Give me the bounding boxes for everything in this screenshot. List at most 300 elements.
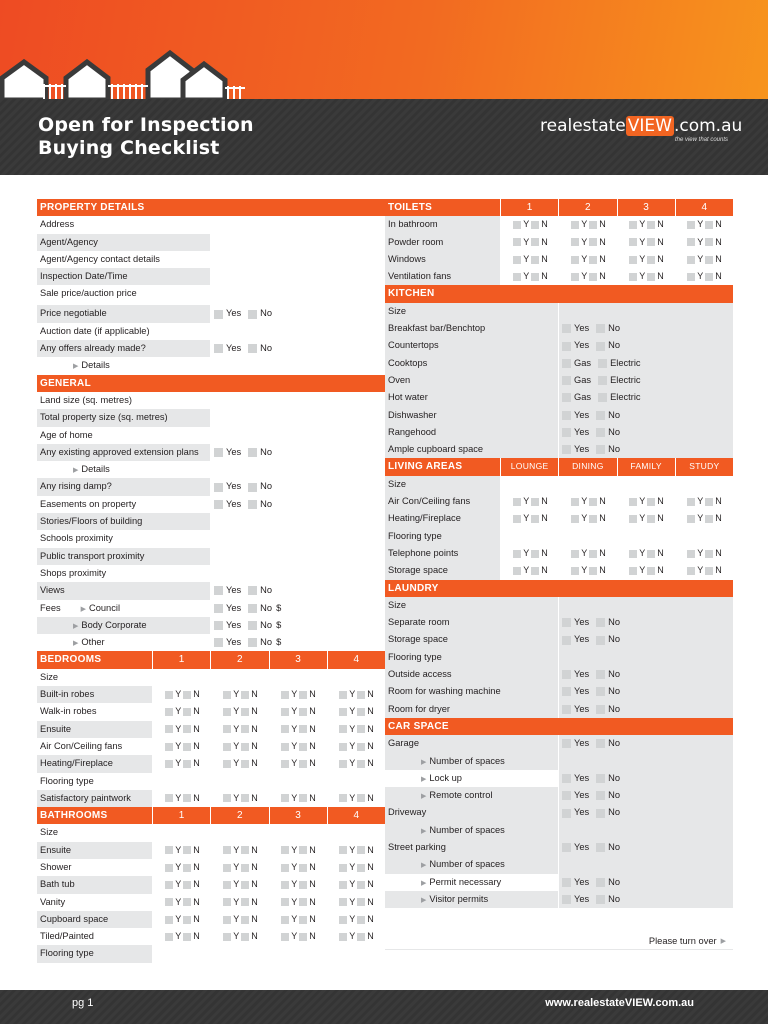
yes-checkbox[interactable] — [562, 774, 571, 783]
yn-group — [328, 703, 385, 720]
yn-cell — [501, 234, 559, 251]
text-entry-field[interactable] — [210, 323, 385, 340]
y-checkbox[interactable] — [223, 916, 231, 924]
y-checkbox[interactable] — [571, 238, 579, 246]
yes-checkbox[interactable] — [562, 878, 571, 887]
y-checkbox[interactable] — [687, 567, 695, 575]
y-checkbox[interactable] — [223, 864, 231, 872]
text-entry-field[interactable] — [558, 856, 733, 873]
text-entry-field[interactable] — [210, 357, 385, 374]
no-checkbox[interactable] — [596, 895, 605, 904]
y-checkbox[interactable] — [165, 743, 173, 751]
checklist-row — [37, 773, 385, 790]
n-checkbox[interactable] — [183, 933, 191, 941]
y-checkbox[interactable] — [571, 256, 579, 264]
yes-checkbox[interactable] — [214, 638, 223, 647]
row-label — [37, 548, 210, 565]
n-checkbox[interactable] — [357, 725, 365, 733]
text-entry-field[interactable] — [210, 409, 385, 426]
row-label-text: Walk-in robes — [40, 706, 97, 717]
entry-cell[interactable] — [675, 528, 733, 545]
text-entry-field[interactable] — [210, 530, 385, 547]
y-checkbox[interactable] — [339, 846, 347, 854]
n-checkbox[interactable] — [705, 238, 713, 246]
column-header-2: 2 — [558, 199, 616, 216]
entry-cell[interactable] — [211, 773, 269, 790]
no-checkbox[interactable] — [596, 411, 605, 420]
y-checkbox[interactable] — [281, 743, 289, 751]
no-checkbox[interactable] — [596, 878, 605, 887]
yes-checkbox[interactable] — [214, 310, 223, 319]
no-checkbox[interactable] — [248, 586, 257, 595]
entry-cell[interactable] — [327, 773, 385, 790]
n-checkbox[interactable] — [357, 708, 365, 716]
y-checkbox[interactable] — [281, 916, 289, 924]
no-checkbox[interactable] — [596, 843, 605, 852]
n-checkbox[interactable] — [357, 691, 365, 699]
y-checkbox[interactable] — [165, 846, 173, 854]
y-checkbox[interactable] — [165, 691, 173, 699]
text-entry-field[interactable] — [558, 597, 733, 614]
n-checkbox[interactable] — [299, 743, 307, 751]
yes-option — [559, 701, 589, 718]
n-checkbox[interactable] — [241, 881, 249, 889]
y-checkbox[interactable] — [629, 515, 637, 523]
n-checkbox[interactable] — [183, 743, 191, 751]
no-checkbox[interactable] — [248, 604, 257, 613]
n-checkbox[interactable] — [531, 238, 539, 246]
n-checkbox[interactable] — [531, 498, 539, 506]
n-checkbox[interactable] — [241, 691, 249, 699]
yes-checkbox[interactable] — [214, 483, 223, 492]
y-checkbox[interactable] — [629, 221, 637, 229]
n-checkbox[interactable] — [531, 567, 539, 575]
text-entry-field[interactable] — [210, 461, 385, 478]
n-checkbox[interactable] — [299, 691, 307, 699]
electric-label: Electric — [610, 357, 641, 368]
no-checkbox[interactable] — [596, 670, 605, 679]
y-checkbox[interactable] — [165, 794, 173, 802]
n-checkbox[interactable] — [531, 273, 539, 281]
no-checkbox[interactable] — [248, 483, 257, 492]
yes-checkbox[interactable] — [214, 604, 223, 613]
n-checkbox[interactable] — [647, 550, 655, 558]
n-checkbox[interactable] — [647, 273, 655, 281]
y-checkbox[interactable] — [513, 567, 521, 575]
text-entry-field[interactable] — [558, 753, 733, 770]
n-checkbox[interactable] — [357, 760, 365, 768]
y-checkbox[interactable] — [571, 550, 579, 558]
text-entry-field[interactable] — [210, 285, 385, 305]
n-checkbox[interactable] — [647, 567, 655, 575]
entry-cell[interactable] — [211, 824, 269, 841]
entry-cell[interactable] — [269, 824, 327, 841]
y-checkbox[interactable] — [223, 725, 231, 733]
n-checkbox[interactable] — [647, 498, 655, 506]
n-checkbox[interactable] — [647, 238, 655, 246]
entry-cell[interactable] — [327, 824, 385, 841]
yes-checkbox[interactable] — [214, 500, 223, 509]
y-checkbox[interactable] — [513, 238, 521, 246]
yes-checkbox[interactable] — [562, 428, 571, 437]
y-checkbox[interactable] — [339, 760, 347, 768]
y-checkbox[interactable] — [281, 794, 289, 802]
row-label — [385, 770, 558, 787]
row-label — [37, 859, 152, 876]
n-checkbox[interactable] — [183, 916, 191, 924]
y-checkbox[interactable] — [339, 725, 347, 733]
n-checkbox[interactable] — [241, 708, 249, 716]
entry-cell[interactable] — [153, 945, 211, 962]
yes-checkbox[interactable] — [562, 618, 571, 627]
entry-cell[interactable] — [617, 476, 675, 493]
yes-checkbox[interactable] — [562, 445, 571, 454]
options-field — [210, 305, 385, 322]
n-checkbox[interactable] — [241, 864, 249, 872]
n-checkbox[interactable] — [705, 498, 713, 506]
no-checkbox[interactable] — [596, 618, 605, 627]
y-checkbox[interactable] — [513, 550, 521, 558]
y-checkbox[interactable] — [629, 238, 637, 246]
yes-checkbox[interactable] — [562, 636, 571, 645]
n-checkbox[interactable] — [299, 916, 307, 924]
y-checkbox[interactable] — [223, 743, 231, 751]
yes-checkbox[interactable] — [562, 705, 571, 714]
yes-checkbox[interactable] — [562, 739, 571, 748]
n-checkbox[interactable] — [705, 515, 713, 523]
y-checkbox[interactable] — [165, 898, 173, 906]
n-checkbox[interactable] — [183, 725, 191, 733]
yes-label: Yes — [574, 409, 590, 420]
text-entry-field[interactable] — [210, 268, 385, 285]
no-checkbox[interactable] — [596, 809, 605, 818]
yn-cell — [211, 703, 269, 720]
y-checkbox[interactable] — [281, 708, 289, 716]
entry-cell[interactable] — [269, 773, 327, 790]
n-checkbox[interactable] — [589, 515, 597, 523]
y-checkbox[interactable] — [513, 498, 521, 506]
n-checkbox[interactable] — [357, 794, 365, 802]
y-label: Y — [349, 792, 356, 803]
y-checkbox[interactable] — [223, 881, 231, 889]
entry-cell[interactable] — [269, 945, 327, 962]
n-checkbox[interactable] — [241, 846, 249, 854]
text-entry-field[interactable] — [558, 649, 733, 666]
yn-cell — [617, 545, 675, 562]
y-checkbox[interactable] — [339, 881, 347, 889]
no-checkbox[interactable] — [248, 344, 257, 353]
text-entry-field[interactable] — [210, 513, 385, 530]
no-checkbox[interactable] — [596, 705, 605, 714]
no-checkbox[interactable] — [248, 448, 257, 457]
yn-cell — [153, 894, 211, 911]
n-checkbox[interactable] — [183, 794, 191, 802]
y-checkbox[interactable] — [687, 256, 695, 264]
yes-checkbox[interactable] — [214, 448, 223, 457]
y-checkbox[interactable] — [513, 273, 521, 281]
y-checkbox[interactable] — [513, 515, 521, 523]
entry-cell[interactable] — [559, 476, 617, 493]
y-checkbox[interactable] — [281, 933, 289, 941]
n-checkbox[interactable] — [531, 550, 539, 558]
row-label — [37, 392, 210, 409]
n-checkbox[interactable] — [589, 273, 597, 281]
y-checkbox[interactable] — [629, 567, 637, 575]
text-entry-field[interactable] — [210, 216, 385, 233]
row-label — [37, 755, 152, 772]
y-checkbox[interactable] — [339, 864, 347, 872]
yn-cell — [153, 721, 211, 738]
yes-checkbox[interactable] — [562, 342, 571, 351]
entry-cell[interactable] — [211, 669, 269, 686]
entry-cell[interactable] — [501, 476, 559, 493]
n-checkbox[interactable] — [183, 864, 191, 872]
y-checkbox[interactable] — [687, 515, 695, 523]
text-entry-field[interactable] — [210, 234, 385, 251]
n-checkbox[interactable] — [299, 725, 307, 733]
text-entry-field[interactable] — [558, 822, 733, 839]
y-checkbox[interactable] — [223, 846, 231, 854]
entry-cell[interactable] — [153, 773, 211, 790]
yes-checkbox[interactable] — [562, 843, 571, 852]
text-entry-field[interactable] — [210, 392, 385, 409]
y-checkbox[interactable] — [165, 916, 173, 924]
n-checkbox[interactable] — [357, 743, 365, 751]
n-checkbox[interactable] — [241, 760, 249, 768]
text-entry-field[interactable] — [210, 251, 385, 268]
yes-checkbox[interactable] — [562, 670, 571, 679]
no-checkbox[interactable] — [596, 342, 605, 351]
y-checkbox[interactable] — [339, 708, 347, 716]
n-checkbox[interactable] — [183, 846, 191, 854]
yn-group — [676, 562, 733, 579]
y-checkbox[interactable] — [513, 221, 521, 229]
y-checkbox[interactable] — [165, 760, 173, 768]
y-checkbox[interactable] — [165, 933, 173, 941]
n-checkbox[interactable] — [183, 691, 191, 699]
y-checkbox[interactable] — [339, 933, 347, 941]
row-label — [37, 216, 210, 233]
y-label: Y — [697, 271, 704, 282]
n-checkbox[interactable] — [299, 760, 307, 768]
text-entry-field[interactable] — [210, 565, 385, 582]
y-checkbox[interactable] — [629, 498, 637, 506]
n-checkbox[interactable] — [589, 238, 597, 246]
n-checkbox[interactable] — [705, 221, 713, 229]
n-checkbox[interactable] — [589, 550, 597, 558]
entry-cell[interactable] — [153, 824, 211, 841]
electric-checkbox[interactable] — [598, 359, 607, 368]
y-checkbox[interactable] — [571, 498, 579, 506]
y-checkbox[interactable] — [223, 898, 231, 906]
n-checkbox[interactable] — [531, 515, 539, 523]
y-checkbox[interactable] — [281, 846, 289, 854]
no-checkbox[interactable] — [248, 638, 257, 647]
y-checkbox[interactable] — [165, 881, 173, 889]
n-checkbox[interactable] — [647, 221, 655, 229]
n-checkbox[interactable] — [299, 708, 307, 716]
no-checkbox[interactable] — [596, 428, 605, 437]
y-label: Y — [175, 706, 182, 717]
no-checkbox[interactable] — [596, 324, 605, 333]
n-checkbox[interactable] — [357, 881, 365, 889]
y-checkbox[interactable] — [571, 273, 579, 281]
n-checkbox[interactable] — [589, 221, 597, 229]
no-checkbox[interactable] — [596, 791, 605, 800]
y-checkbox[interactable] — [339, 743, 347, 751]
y-checkbox[interactable] — [571, 221, 579, 229]
n-checkbox[interactable] — [299, 933, 307, 941]
text-entry-field[interactable] — [558, 303, 733, 320]
y-checkbox[interactable] — [339, 794, 347, 802]
no-checkbox[interactable] — [248, 621, 257, 630]
n-checkbox[interactable] — [299, 898, 307, 906]
no-checkbox[interactable] — [248, 310, 257, 319]
y-checkbox[interactable] — [571, 515, 579, 523]
n-checkbox[interactable] — [241, 743, 249, 751]
row-label-text: Hot water — [388, 392, 428, 403]
n-checkbox[interactable] — [705, 273, 713, 281]
checklist-row — [385, 822, 733, 839]
yes-checkbox[interactable] — [214, 586, 223, 595]
no-checkbox[interactable] — [596, 687, 605, 696]
row-label-text: Ensuite — [40, 844, 72, 855]
y-checkbox[interactable] — [281, 691, 289, 699]
yes-checkbox[interactable] — [562, 687, 571, 696]
text-entry-field[interactable] — [210, 427, 385, 444]
y-checkbox[interactable] — [223, 760, 231, 768]
gas-checkbox[interactable] — [562, 359, 571, 368]
options-field — [558, 701, 733, 718]
section-header — [385, 285, 733, 302]
entry-cell[interactable] — [153, 669, 211, 686]
y-label: Y — [581, 513, 588, 524]
y-checkbox[interactable] — [629, 273, 637, 281]
y-checkbox[interactable] — [165, 864, 173, 872]
n-checkbox[interactable] — [299, 881, 307, 889]
n-checkbox[interactable] — [241, 933, 249, 941]
gas-checkbox[interactable] — [562, 393, 571, 402]
n-checkbox[interactable] — [183, 760, 191, 768]
n-checkbox[interactable] — [589, 256, 597, 264]
yes-checkbox[interactable] — [562, 895, 571, 904]
no-checkbox[interactable] — [596, 739, 605, 748]
y-checkbox[interactable] — [687, 273, 695, 281]
n-checkbox[interactable] — [299, 846, 307, 854]
yes-checkbox[interactable] — [562, 791, 571, 800]
y-checkbox[interactable] — [281, 864, 289, 872]
y-checkbox[interactable] — [281, 898, 289, 906]
y-label: Y — [523, 271, 530, 282]
n-checkbox[interactable] — [357, 846, 365, 854]
electric-checkbox[interactable] — [598, 376, 607, 385]
y-checkbox[interactable] — [281, 725, 289, 733]
y-checkbox[interactable] — [223, 708, 231, 716]
n-checkbox[interactable] — [183, 708, 191, 716]
y-checkbox[interactable] — [339, 691, 347, 699]
n-checkbox[interactable] — [647, 515, 655, 523]
entry-cell[interactable] — [211, 945, 269, 962]
no-checkbox[interactable] — [596, 445, 605, 454]
row-label — [385, 562, 500, 579]
entry-cell[interactable] — [675, 476, 733, 493]
yes-checkbox[interactable] — [562, 411, 571, 420]
y-checkbox[interactable] — [165, 708, 173, 716]
n-checkbox[interactable] — [357, 916, 365, 924]
row-grid — [500, 528, 733, 545]
no-checkbox[interactable] — [596, 636, 605, 645]
y-checkbox[interactable] — [223, 794, 231, 802]
n-checkbox[interactable] — [183, 898, 191, 906]
y-checkbox[interactable] — [687, 550, 695, 558]
yes-option — [559, 770, 589, 787]
yes-checkbox[interactable] — [214, 621, 223, 630]
n-checkbox[interactable] — [299, 864, 307, 872]
n-checkbox[interactable] — [357, 898, 365, 906]
n-checkbox[interactable] — [705, 567, 713, 575]
gas-checkbox[interactable] — [562, 376, 571, 385]
entry-cell[interactable] — [327, 669, 385, 686]
y-checkbox[interactable] — [165, 725, 173, 733]
entry-cell[interactable] — [269, 669, 327, 686]
y-checkbox[interactable] — [687, 238, 695, 246]
n-checkbox[interactable] — [241, 916, 249, 924]
n-checkbox[interactable] — [647, 256, 655, 264]
y-checkbox[interactable] — [281, 760, 289, 768]
n-checkbox[interactable] — [589, 498, 597, 506]
electric-checkbox[interactable] — [598, 393, 607, 402]
y-checkbox[interactable] — [339, 916, 347, 924]
n-checkbox[interactable] — [241, 725, 249, 733]
yes-checkbox[interactable] — [214, 344, 223, 353]
n-checkbox[interactable] — [531, 221, 539, 229]
y-checkbox[interactable] — [629, 550, 637, 558]
no-checkbox[interactable] — [248, 500, 257, 509]
text-entry-field[interactable] — [210, 548, 385, 565]
n-checkbox[interactable] — [241, 898, 249, 906]
n-checkbox[interactable] — [705, 550, 713, 558]
n-checkbox[interactable] — [183, 881, 191, 889]
y-checkbox[interactable] — [223, 933, 231, 941]
entry-cell[interactable] — [327, 945, 385, 962]
y-checkbox[interactable] — [513, 256, 521, 264]
yn-group — [676, 216, 733, 233]
y-checkbox[interactable] — [339, 898, 347, 906]
yes-checkbox[interactable] — [562, 809, 571, 818]
n-checkbox[interactable] — [705, 256, 713, 264]
y-label: Y — [349, 689, 356, 700]
n-checkbox[interactable] — [357, 933, 365, 941]
entry-cell[interactable] — [501, 528, 559, 545]
arrow-icon: ▶ — [421, 827, 427, 835]
n-checkbox[interactable] — [589, 567, 597, 575]
y-label: Y — [697, 236, 704, 247]
y-checkbox[interactable] — [687, 221, 695, 229]
y-checkbox[interactable] — [571, 567, 579, 575]
n-checkbox[interactable] — [531, 256, 539, 264]
y-checkbox[interactable] — [629, 256, 637, 264]
n-checkbox[interactable] — [241, 794, 249, 802]
n-checkbox[interactable] — [357, 864, 365, 872]
yes-checkbox[interactable] — [562, 324, 571, 333]
entry-cell[interactable] — [559, 528, 617, 545]
no-checkbox[interactable] — [596, 774, 605, 783]
y-checkbox[interactable] — [223, 691, 231, 699]
entry-cell[interactable] — [617, 528, 675, 545]
y-checkbox[interactable] — [687, 498, 695, 506]
n-checkbox[interactable] — [299, 794, 307, 802]
y-checkbox[interactable] — [281, 881, 289, 889]
